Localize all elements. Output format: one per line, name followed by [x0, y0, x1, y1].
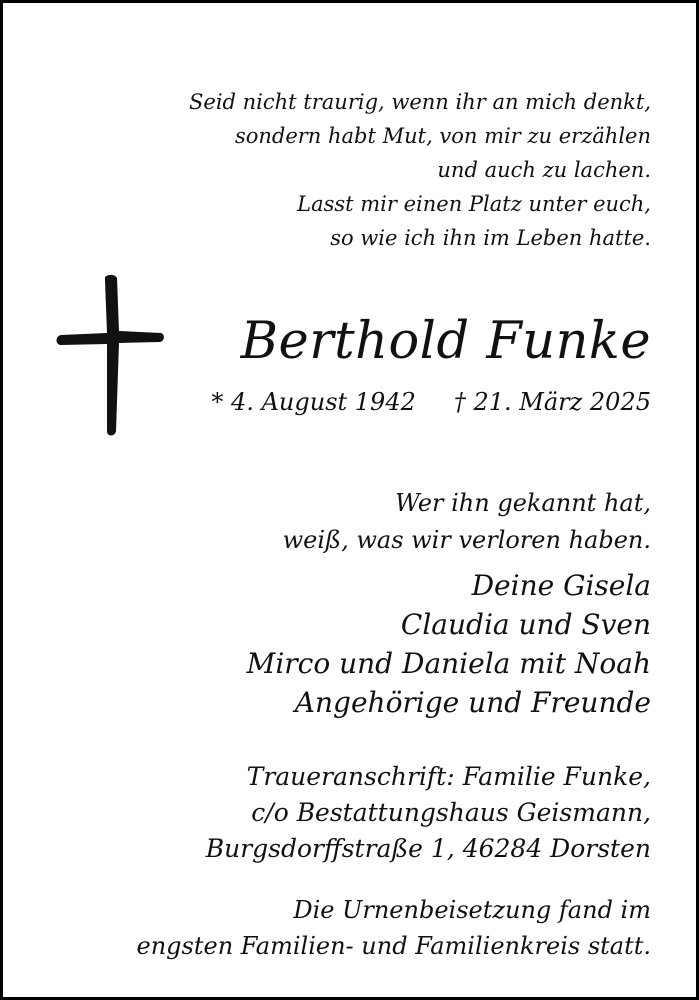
birth-date: * 4. August 1942: [211, 388, 416, 416]
address-line: Burgsdorffstraße 1, 46284 Dorsten: [205, 834, 651, 863]
address-line: Traueranschrift: Familie Funke,: [246, 762, 651, 791]
notice-line: engsten Familien- und Familienkreis statt.: [136, 932, 651, 960]
burial-notice: [137, 892, 652, 964]
quote-line: Wer ihn gekannt hat,: [395, 489, 651, 517]
mourner-line: Mirco und Daniela mit Noah: [246, 647, 651, 680]
poem-line: so wie ich ihn im Leben hatte.: [330, 226, 651, 250]
mourner-line: Claudia und Sven: [400, 608, 651, 641]
mourner-line: Deine Gisela: [471, 569, 651, 602]
poem-line: sondern habt Mut, von mir zu erzählen: [234, 124, 651, 148]
poem-line: und auch zu lachen.: [437, 158, 651, 182]
mourners-list: [247, 566, 651, 722]
poem-line: Seid nicht traurig, wenn ihr an mich denkt,: [189, 90, 651, 114]
notice-line: Die Urnenbeisetzung fand im: [293, 896, 651, 924]
life-dates: [211, 383, 651, 421]
mourning-address: [206, 759, 651, 867]
deceased-name: Berthold Funke: [240, 312, 651, 371]
address-line: c/o Bestattungshaus Geismann,: [251, 798, 651, 827]
cross-icon: [53, 271, 165, 437]
poem-line: Lasst mir einen Platz unter euch,: [297, 192, 651, 216]
mourner-line: Angehörige und Freunde: [294, 686, 651, 719]
quote-line: weiß, was wir verloren haben.: [282, 526, 651, 554]
death-date: † 21. März 2025: [453, 388, 651, 416]
memorial-quote: [283, 485, 651, 559]
poem: [189, 85, 651, 255]
